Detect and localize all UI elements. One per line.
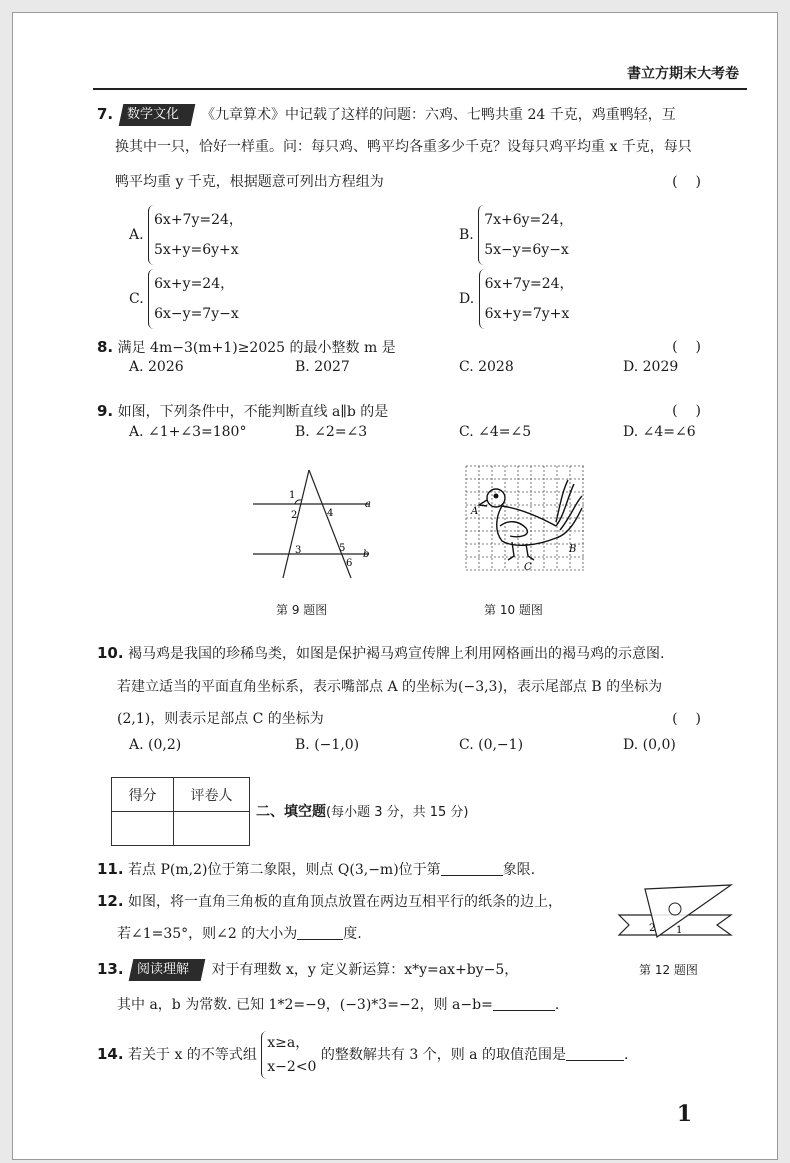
option-label: A. bbox=[129, 227, 144, 243]
question-7-line3: 鸭平均重 y 千克，根据题意可列出方程组为 bbox=[115, 174, 384, 190]
transversal-right bbox=[309, 470, 351, 578]
section-2-title bbox=[256, 801, 469, 821]
option-c bbox=[129, 269, 239, 329]
section-title: 二、填空题 bbox=[256, 804, 326, 820]
figure-10-grid-bird bbox=[456, 456, 596, 586]
figure-12-caption: 第 12 题图 bbox=[639, 963, 698, 977]
point-label-c: C bbox=[524, 562, 532, 573]
inequality-1: x≥a， bbox=[267, 1035, 310, 1051]
question-text: 如图，下列条件中，不能判断直线 a∥b 的是 bbox=[117, 404, 389, 420]
option-d: D. ∠4=∠6 bbox=[623, 424, 696, 440]
option-a: A. ∠1+∠3=180° bbox=[129, 424, 247, 440]
section-note: (每小题 3 分，共 15 分) bbox=[326, 805, 469, 820]
option-label: B. bbox=[459, 227, 474, 243]
badge-label: 阅读理解 bbox=[137, 962, 190, 977]
option-a: A. (0,2) bbox=[129, 737, 182, 753]
angle-arc bbox=[295, 500, 301, 504]
question-number: 14. bbox=[97, 1045, 124, 1063]
grader-header: 评卷人 bbox=[174, 778, 250, 812]
option-c: C. ∠4=∠5 bbox=[459, 424, 532, 440]
question-10-line3: (2,1)，则表示足部点 C 的坐标为 bbox=[117, 711, 324, 727]
figure-9-caption: 第 9 题图 bbox=[276, 603, 328, 617]
score-header: 得分 bbox=[112, 778, 174, 812]
question-12-line2 bbox=[117, 918, 362, 951]
point-label-a: A bbox=[471, 506, 479, 517]
question-text: 《九章算术》中记载了这样的问题：六鸡、七鸭共重 24 千克，鸡重鸭轻，互 bbox=[201, 107, 676, 123]
question-text-end: 象限. bbox=[502, 862, 536, 878]
question-text: 若点 P(m,2)位于第二象限，则点 Q(3,−m)位于第 bbox=[128, 862, 441, 878]
angle-label-2: 2 bbox=[291, 510, 298, 521]
question-text: 其中 a，b 为常数. 已知 1*2=−9，(−3)*3=−2，则 a−b= bbox=[117, 997, 493, 1013]
question-number: 8. bbox=[97, 338, 114, 356]
page-header: 書立方期末大考卷 bbox=[627, 66, 739, 82]
exam-page bbox=[12, 12, 778, 1160]
question-13-line2 bbox=[117, 989, 559, 1022]
question-number: 10. bbox=[97, 644, 124, 662]
question-text: 对于有理数 x，y 定义新运算：x*y=ax+by−5， bbox=[211, 962, 519, 978]
option-d: D. (0,0) bbox=[623, 737, 676, 753]
question-14 bbox=[97, 1031, 628, 1079]
reading-comprehension-badge bbox=[129, 959, 206, 981]
answer-paren: () bbox=[672, 174, 719, 190]
option-b: B. (−1,0) bbox=[295, 737, 360, 753]
inequality-system bbox=[261, 1031, 316, 1079]
equation-system bbox=[478, 205, 573, 265]
equation-1: 6x+7y=24， bbox=[484, 276, 574, 292]
question-text-mid: 的整数解共有 3 个，则 a 的取值范围是 bbox=[320, 1047, 566, 1063]
equation-2: 5x+y=6y+x bbox=[154, 242, 239, 258]
question-text-end: . bbox=[554, 997, 560, 1013]
option-a: A. 2026 bbox=[129, 359, 184, 375]
score-table bbox=[111, 777, 250, 846]
equation-2: 6x+y=7y+x bbox=[484, 306, 570, 322]
equation-1: 6x+y=24， bbox=[154, 276, 235, 292]
option-d: D. 2029 bbox=[623, 359, 679, 375]
math-culture-badge bbox=[118, 104, 195, 126]
point-label-b: B bbox=[569, 544, 577, 555]
question-number: 7. bbox=[97, 105, 114, 123]
question-7-line2: 换其中一只，恰好一样重。问：每只鸡、鸭平均各重多少千克？设每只鸡平均重 x 千克，每只 bbox=[115, 139, 692, 155]
equation-2: 5x−y=6y−x bbox=[484, 242, 569, 258]
equation-system bbox=[479, 269, 574, 329]
question-text: 若关于 x 的不等式组 bbox=[128, 1047, 257, 1063]
question-text: 若∠1=35°，则∠2 的大小为 bbox=[117, 926, 298, 942]
question-number: 11. bbox=[97, 860, 124, 878]
option-b: B. ∠2=∠3 bbox=[295, 424, 368, 440]
equation-1: 7x+6y=24， bbox=[484, 212, 574, 228]
equation-system bbox=[148, 205, 243, 265]
page-number: 1 bbox=[676, 1101, 692, 1127]
question-number: 12. bbox=[97, 892, 124, 910]
badge-label: 数学文化 bbox=[126, 107, 179, 122]
option-b: B. 2027 bbox=[295, 359, 350, 375]
answer-paren: () bbox=[672, 403, 719, 419]
figure-12-triangle-strip bbox=[613, 881, 738, 951]
question-10 bbox=[97, 637, 664, 671]
option-a bbox=[129, 205, 243, 265]
angle-label-1: 1 bbox=[289, 490, 296, 501]
option-c: C. 2028 bbox=[459, 359, 514, 375]
option-label: C. bbox=[129, 291, 144, 307]
question-text-end: 度. bbox=[343, 926, 362, 942]
option-b bbox=[459, 205, 573, 265]
question-13 bbox=[97, 953, 518, 987]
inequality-2: x−2<0 bbox=[267, 1059, 317, 1075]
answer-blank[interactable] bbox=[493, 997, 555, 1011]
figure-9-parallel-lines bbox=[243, 458, 383, 588]
question-text: 褐马鸡是我国的珍稀鸟类，如图是保护褐马鸡宣传牌上利用网格画出的褐马鸡的示意图. bbox=[128, 646, 665, 662]
angle-label-3: 3 bbox=[295, 545, 302, 556]
equation-1: 6x+7y=24， bbox=[154, 212, 243, 228]
question-number: 13. bbox=[97, 960, 124, 978]
bird-eye bbox=[494, 494, 499, 499]
option-label: D. bbox=[459, 291, 475, 307]
question-11 bbox=[97, 853, 535, 887]
line-label-a: a bbox=[365, 499, 371, 510]
angle-label-2: 2 bbox=[649, 923, 656, 934]
angle-label-6: 6 bbox=[346, 558, 353, 569]
header-rule bbox=[93, 88, 747, 90]
score-cell[interactable] bbox=[112, 812, 174, 846]
question-7 bbox=[97, 98, 676, 132]
option-c: C. (0,−1) bbox=[459, 737, 524, 753]
set-square bbox=[645, 885, 731, 937]
answer-paren: () bbox=[672, 339, 719, 355]
equation-system bbox=[148, 269, 239, 329]
figure-10-caption: 第 10 题图 bbox=[484, 603, 543, 617]
equation-2: 6x−y=7y−x bbox=[154, 306, 239, 322]
line-label-b: b bbox=[363, 549, 370, 560]
angle-label-1: 1 bbox=[676, 925, 683, 936]
question-12 bbox=[97, 885, 562, 919]
transversal-left bbox=[283, 470, 309, 578]
grader-cell[interactable] bbox=[174, 812, 250, 846]
option-d bbox=[459, 269, 574, 329]
question-text-end: . bbox=[623, 1047, 629, 1063]
answer-blank[interactable] bbox=[297, 926, 343, 940]
answer-blank[interactable] bbox=[566, 1047, 624, 1061]
answer-blank[interactable] bbox=[441, 862, 503, 876]
answer-paren: () bbox=[672, 711, 719, 727]
question-text: 满足 4m−3(m+1)≥2025 的最小整数 m 是 bbox=[117, 340, 396, 356]
question-number: 9. bbox=[97, 402, 114, 420]
angle-label-5: 5 bbox=[339, 543, 346, 554]
question-text: 如图，将一直角三角板的直角顶点放置在两边互相平行的纸条的边上， bbox=[128, 894, 563, 910]
question-10-line2: 若建立适当的平面直角坐标系，表示嘴部点 A 的坐标为(−3,3)，表示尾部点 B 的坐标为 bbox=[117, 679, 663, 695]
angle-label-4: 4 bbox=[327, 508, 334, 519]
